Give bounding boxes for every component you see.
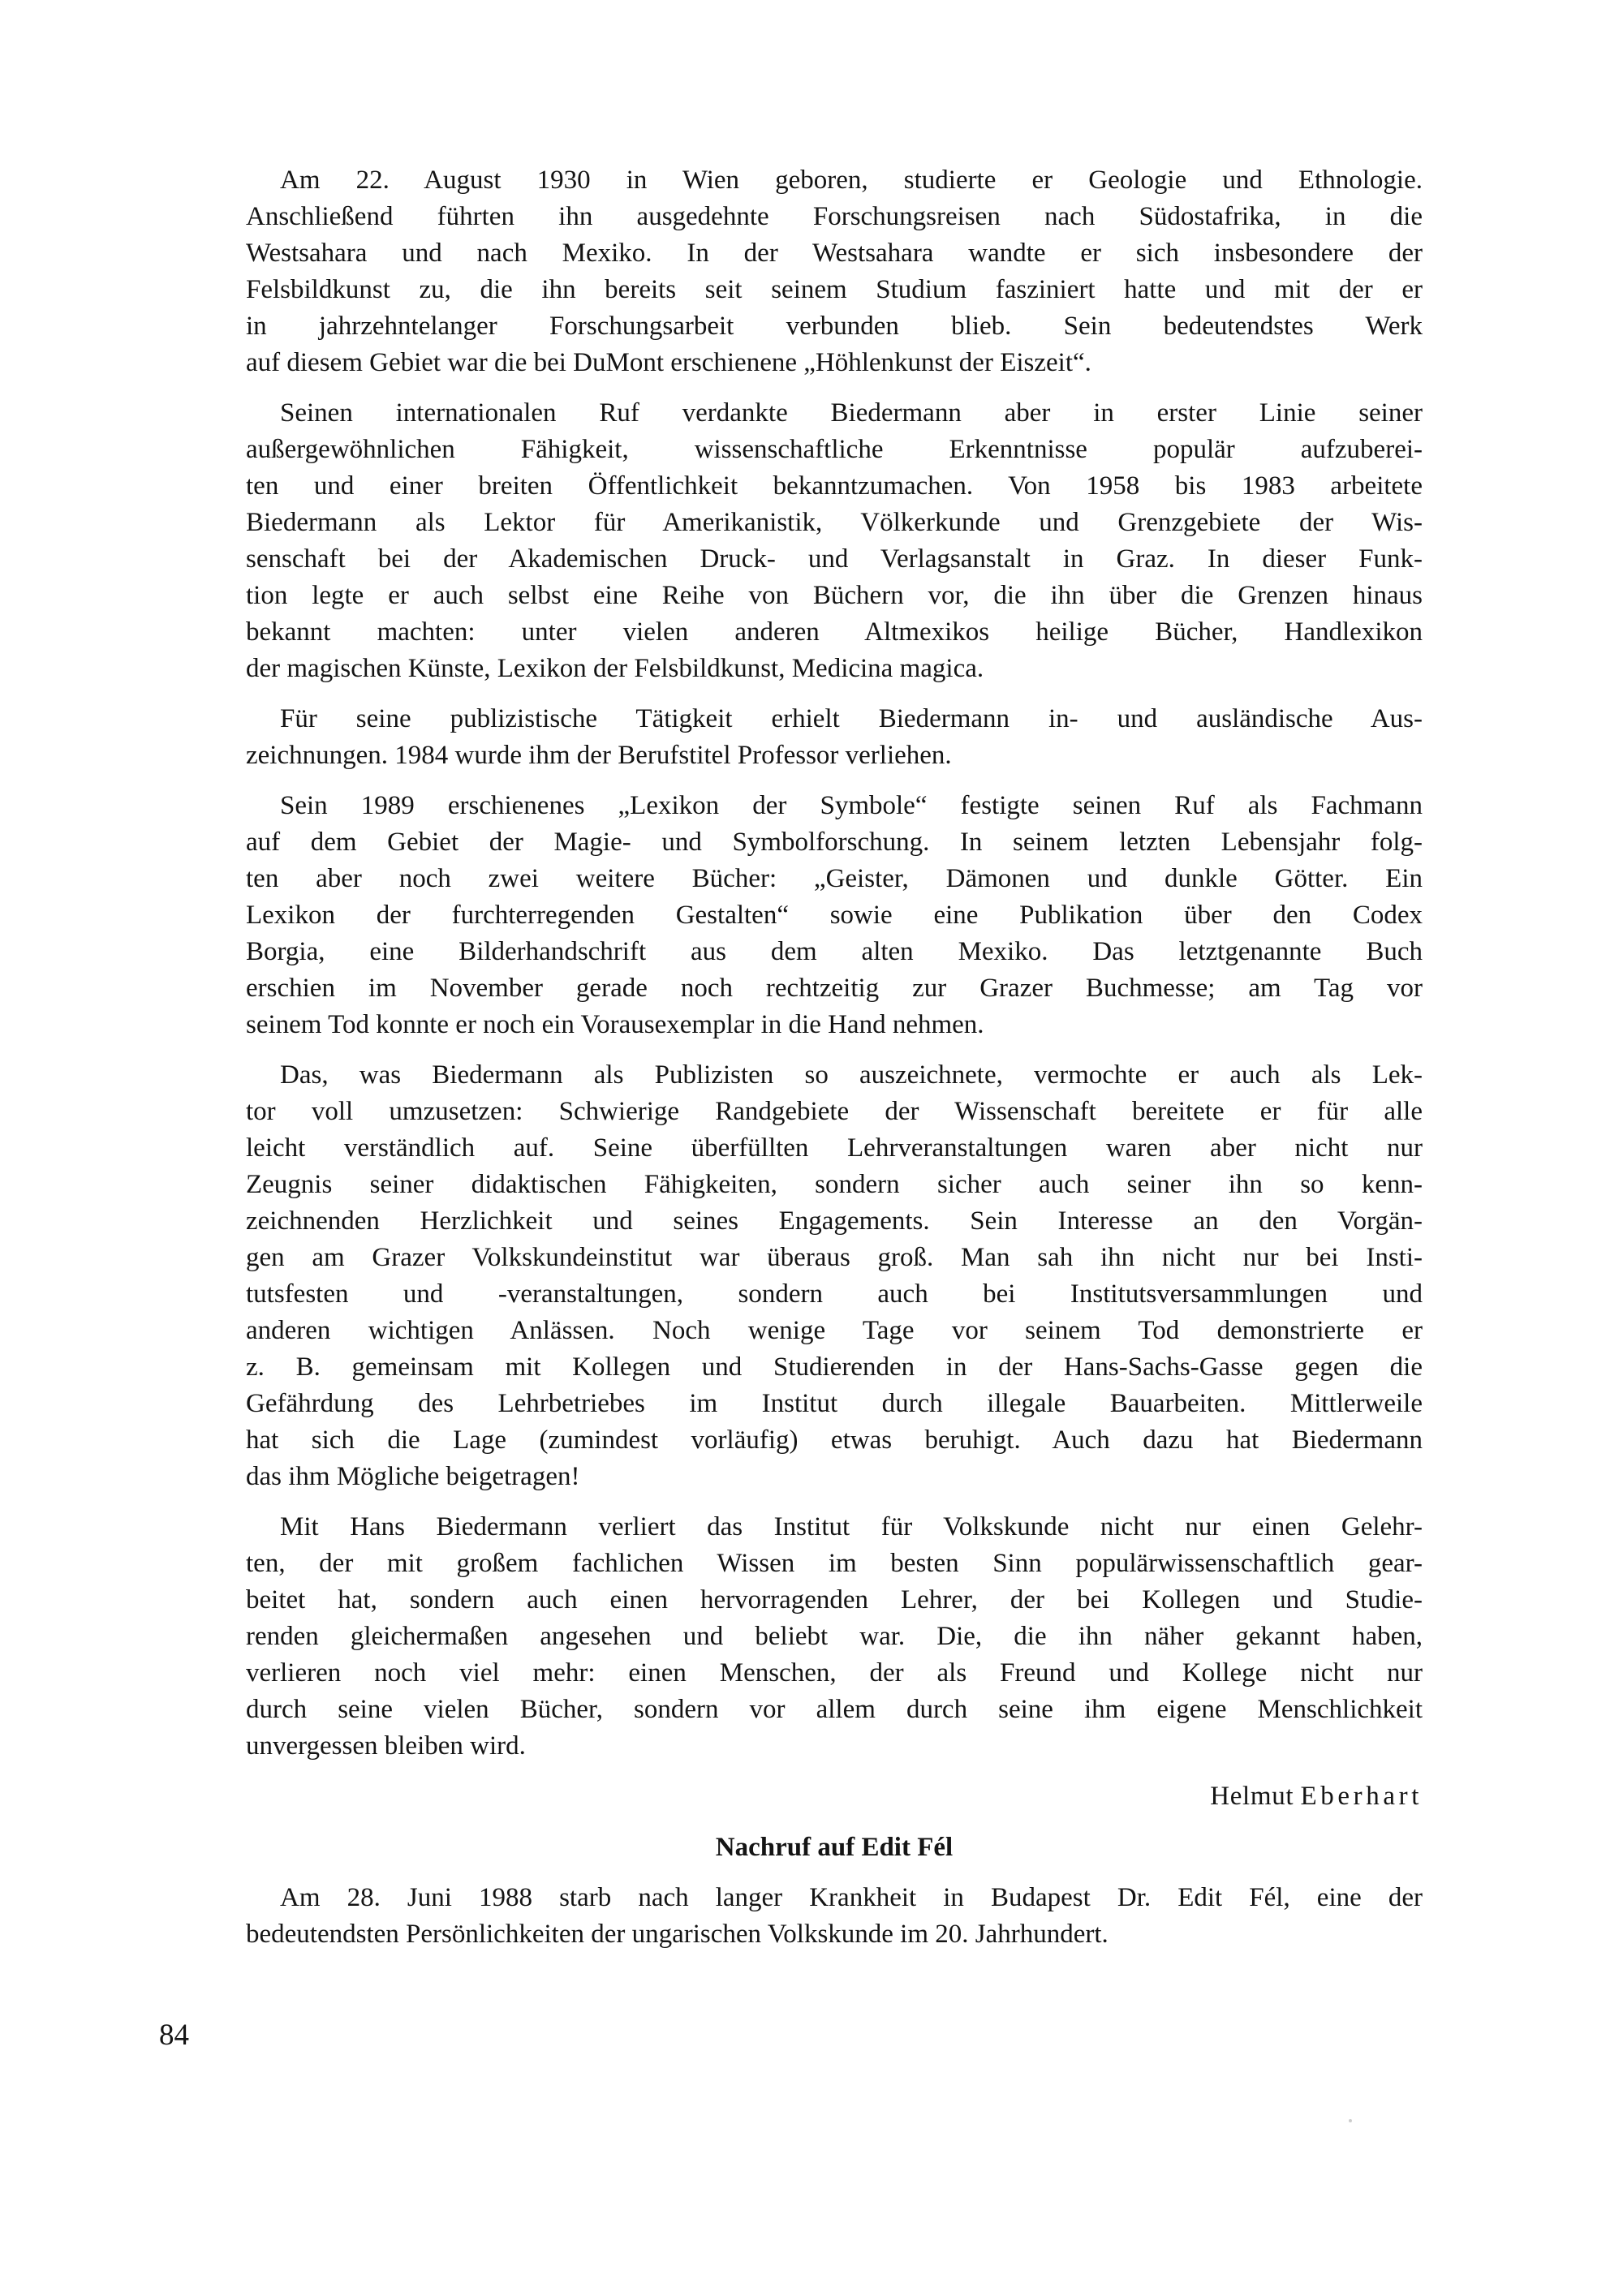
signature-surname: Eberhart xyxy=(1300,1782,1423,1811)
scan-artifact-speck xyxy=(1349,2119,1352,2122)
text-line: Anschließend führten ihn ausgedehnte Forschungsreisen nach Südostafrika, in die xyxy=(246,202,1423,231)
text-line: beitet hat, sondern auch einen hervorragenden Lehrer, der bei Kollegen und Studie- xyxy=(246,1585,1423,1615)
text-line: Borgia, eine Bilderhandschrift aus dem alten Mexiko. Das letztgenannte Buch xyxy=(246,937,1423,966)
text-line: zeichnungen. 1984 wurde ihm der Berufstitel Professor verliehen. xyxy=(246,741,952,770)
text-line: erschien im November gerade noch rechtzeitig zur Grazer Buchmesse; am Tag vor xyxy=(246,974,1423,1003)
text-line: ten, der mit großem fachlichen Wissen im besten Sinn populärwissenschaftlich gear- xyxy=(246,1549,1423,1578)
text-line: z. B. gemeinsam mit Kollegen und Studierenden in der Hans-Sachs-Gasse gegen die xyxy=(246,1352,1423,1382)
next-obituary-paragraphs xyxy=(246,1880,1423,1953)
text-line: außergewöhnlichen Fähigkeit, wissenschaftliche Erkenntnisse populär aufzuberei- xyxy=(246,435,1423,464)
text-line: Sein 1989 erschienenes „Lexikon der Symbole“ festigte seinen Ruf als Fachmann xyxy=(280,791,1423,820)
text-line: auf diesem Gebiet war die bei DuMont erschienene „Höhlenkunst der Eiszeit“. xyxy=(246,348,1091,377)
text-line: Für seine publizistische Tätigkeit erhielt Biedermann in- und ausländische Aus- xyxy=(280,704,1423,733)
text-line: ten und einer breiten Öffentlichkeit bekanntzumachen. Von 1958 bis 1983 arbeitete xyxy=(246,471,1423,501)
text-line: Biedermann als Lektor für Amerikanistik, Völkerkunde und Grenzgebiete der Wis- xyxy=(246,508,1423,537)
text-line: hat sich die Lage (zumindest vorläufig) etwas beruhigt. Auch dazu hat Biedermann xyxy=(246,1425,1423,1455)
text-line: Am 22. August 1930 in Wien geboren, studierte er Geologie und Ethnologie. xyxy=(280,166,1423,195)
text-line: gen am Grazer Volkskundeinstitut war überaus groß. Man sah ihn nicht nur bei Insti- xyxy=(246,1243,1423,1272)
paragraph xyxy=(246,1880,1423,1953)
text-line: der magischen Künste, Lexikon der Felsbildkunst, Medicina magica. xyxy=(246,654,984,683)
text-line: zeichnenden Herzlichkeit und seines Engagements. Sein Interesse an den Vorgän- xyxy=(246,1206,1423,1236)
next-obituary-heading: Nachruf auf Edit Fél xyxy=(715,1833,954,1862)
text-line: bedeutendsten Persönlichkeiten der ungarischen Volkskunde im 20. Jahrhundert. xyxy=(246,1920,1109,1949)
paragraph xyxy=(246,162,1423,381)
text-line: tor voll umzusetzen: Schwierige Randgebiete der Wissenschaft bereitete er für alle xyxy=(246,1097,1423,1126)
text-line: unvergessen bleiben wird. xyxy=(246,1731,526,1761)
text-line: auf dem Gebiet der Magie- und Symbolforschung. In seinem letzten Lebensjahr folg- xyxy=(246,828,1423,857)
obituary-text-block xyxy=(246,162,1423,1967)
text-line: Am 28. Juni 1988 starb nach langer Krankheit in Budapest Dr. Edit Fél, eine der xyxy=(280,1883,1423,1912)
text-line: durch seine vielen Bücher, sondern vor allem durch seine ihm eigene Menschlichkeit xyxy=(246,1695,1423,1724)
text-line: Zeugnis seiner didaktischen Fähigkeiten, sondern sicher auch seiner ihn so kenn- xyxy=(246,1170,1423,1199)
text-line: verlieren noch viel mehr: einen Menschen, der als Freund und Kollege nicht nur xyxy=(246,1658,1423,1688)
paragraph xyxy=(246,701,1423,774)
text-line: Das, was Biedermann als Publizisten so auszeichnete, vermochte er auch als Lek- xyxy=(280,1060,1423,1090)
paragraph xyxy=(246,788,1423,1043)
signature-given-name: Helmut xyxy=(1210,1782,1294,1811)
text-line: Westsahara und nach Mexiko. In der Westsahara wandte er sich insbesondere der xyxy=(246,239,1423,268)
text-line: tutsfesten und -veranstaltungen, sondern auch bei Institutsversammlungen und xyxy=(246,1279,1423,1309)
text-line: ten aber noch zwei weitere Bücher: „Geister, Dämonen und dunkle Götter. Ein xyxy=(246,864,1423,893)
text-line: senschaft bei der Akademischen Druck- und Verlagsanstalt in Graz. In dieser Funk- xyxy=(246,544,1423,574)
text-line: Mit Hans Biedermann verliert das Institut für Volkskunde nicht nur einen Gelehr- xyxy=(280,1512,1423,1541)
paragraph xyxy=(246,395,1423,687)
text-line: anderen wichtigen Anlässen. Noch wenige Tage vor seinem Tod demonstrierte er xyxy=(246,1316,1423,1345)
text-line: in jahrzehntelanger Forschungsarbeit verbunden blieb. Sein bedeutendstes Werk xyxy=(246,312,1423,341)
text-line: seinem Tod konnte er noch ein Vorausexemplar in die Hand nehmen. xyxy=(246,1010,984,1039)
paragraph xyxy=(246,1057,1423,1495)
text-line: renden gleichermaßen angesehen und beliebt war. Die, die ihn näher gekannt haben, xyxy=(246,1622,1423,1651)
page-number: 84 xyxy=(159,2019,189,2052)
obituary-paragraphs xyxy=(246,162,1423,1765)
text-line: Lexikon der furchterregenden Gestalten“ sowie eine Publikation über den Codex xyxy=(246,901,1423,930)
text-line: das ihm Mögliche beigetragen! xyxy=(246,1462,580,1491)
text-line: Seinen internationalen Ruf verdankte Biedermann aber in erster Linie seiner xyxy=(280,398,1423,428)
text-line: bekannt machten: unter vielen anderen Altmexikos heilige Bücher, Handlexikon xyxy=(246,617,1423,647)
text-line: Felsbildkunst zu, die ihn bereits seit seinem Studium fasziniert hatte und mit der er xyxy=(246,275,1423,304)
author-signature xyxy=(246,1778,1423,1815)
text-line: leicht verständlich auf. Seine überfüllten Lehrveranstaltungen waren aber nicht nur xyxy=(246,1133,1423,1163)
text-line: tion legte er auch selbst eine Reihe von Büchern vor, die ihn über die Grenzen hinaus xyxy=(246,581,1423,610)
text-line: Gefährdung des Lehrbetriebes im Institut durch illegale Bauarbeiten. Mittlerweile xyxy=(246,1389,1423,1418)
paragraph xyxy=(246,1509,1423,1765)
